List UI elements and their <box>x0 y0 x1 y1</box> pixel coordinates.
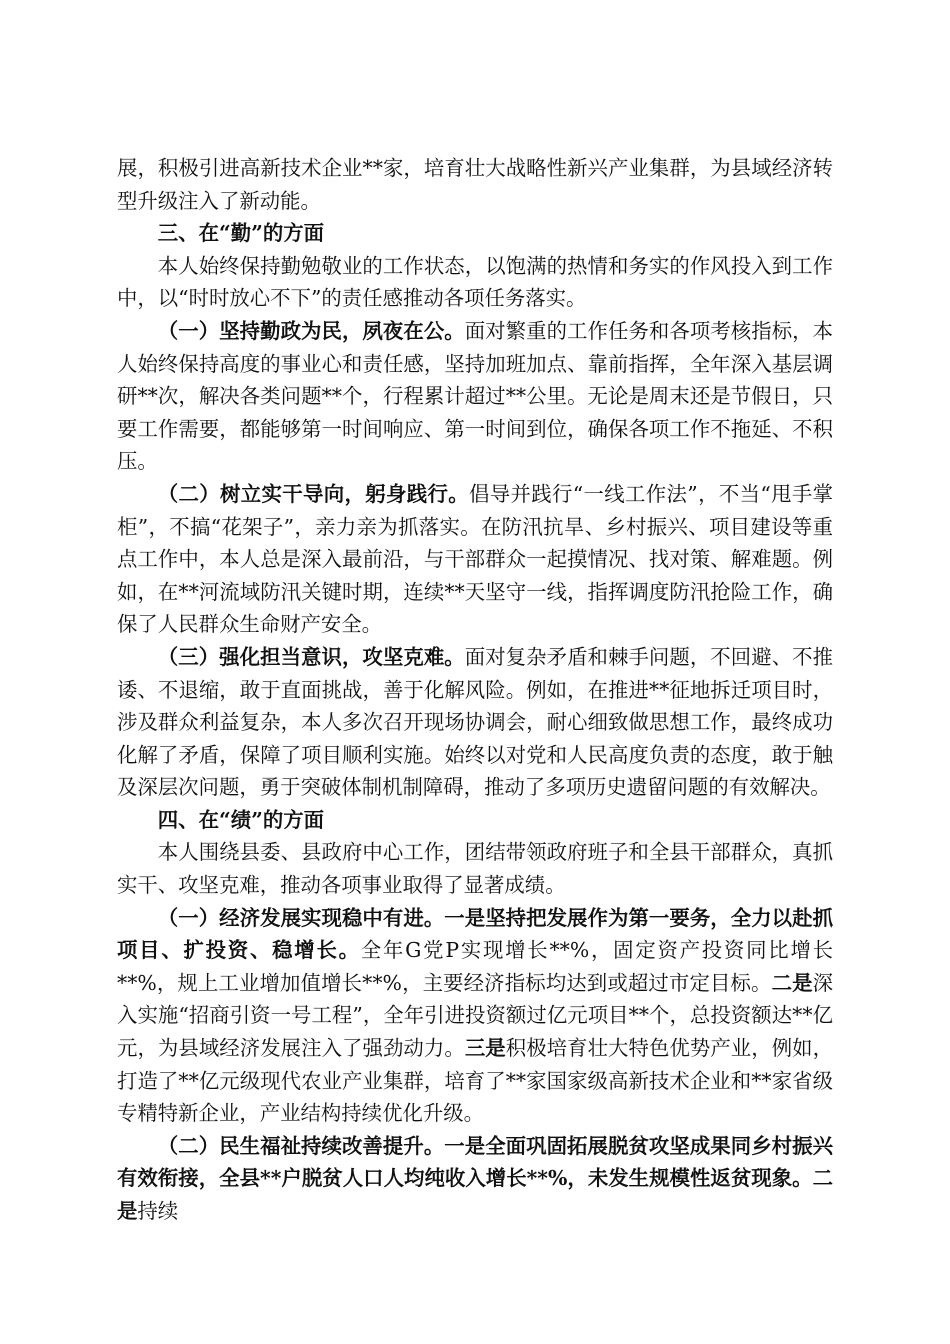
point-1-text: 全年G党P实现增长**%，固定资产投资同比增长**%，规上工业增加值增长**%，主要经济指标均达到或超过市定目标。 <box>117 938 833 995</box>
point-1-bold: 一是全面巩固拓展脱贫攻坚成果同乡村振兴有效衔接，全县**户脱贫人口人均纯收入增长**%，未发生规模性返贫现象。 <box>117 1133 834 1191</box>
point-1-bold: 一是坚持把发展作为第一要务，全力以赴抓项目、扩投资、稳增长。 <box>117 905 834 963</box>
item-body: 倡导并践行“一线工作法”，不当“甩手掌柜”，不搞“花架子”，亲力亲为抓落实。在防汛抗旱、乡村振兴、项目建设等重点工作中，本人总是深入最前沿，与干部群众一起摸情况、找对策、解难题。例如，在**河流域防汛关键时期，连续**天坚守一线，指挥调度防汛抢险工作，确保了人民群众生命财产安全。 <box>117 481 833 637</box>
item-title: （二）民生福祉持续改善提升。 <box>157 1133 445 1158</box>
document-page <box>117 152 833 1228</box>
item-title: （一）经济发展实现稳中有进。 <box>157 905 445 930</box>
point-2-text: 深入实施“招商引资一号工程”，全年引进投资额过亿元项目**个，总投资额达**亿元，为县域经济发展注入了强劲动力。 <box>117 970 834 1061</box>
point-3-bold: 三是 <box>464 1036 506 1061</box>
section-intro-diligence: 本人始终保持勤勉敬业的工作状态，以饱满的热情和务实的作风投入到工作中，以“时时放心不下”的责任感推动各项任务落实。 <box>117 253 833 311</box>
point-2-bold: 二是 <box>771 970 813 995</box>
paragraph-livelihood <box>117 1130 833 1228</box>
section-intro-achievements: 本人围绕县委、县政府中心工作，团结带领政府班子和全县干部群众，真抓实干、攻坚克难，推动各项事业取得了显著成绩。 <box>117 840 833 898</box>
item-body: 面对繁重的工作任务和各项考核指标，本人始终保持高度的事业心和责任感，坚持加班加点、靠前指挥，全年深入基层调研**次，解决各类问题**个，行程累计超过**公里。无论是周末还是节假日，只要工作需要，都能够第一时间响应、第一时间到位，确保各项工作不拖延、不积压。 <box>117 318 834 474</box>
point-2-text: 持续 <box>137 1199 179 1223</box>
item-title: （二）树立实干导向，躬身践行。 <box>157 481 470 506</box>
item-title: （三）强化担当意识，攻坚克难。 <box>157 644 465 669</box>
point-3-text: 积极培育壮大特色优势产业，例如，打造了**亿元级现代农业产业集群，培育了**家国家级高新技术企业和**家省级专精特新企业，产业结构持续优化升级。 <box>117 1036 834 1126</box>
point-2-bold: 二是 <box>117 1166 833 1223</box>
paragraph-item-2 <box>117 478 833 641</box>
section-heading-achievements: 四、在“绩”的方面 <box>157 807 324 832</box>
paragraph-item-3 <box>117 641 833 804</box>
section-heading-diligence: 三、在“勤”的方面 <box>157 221 324 246</box>
paragraph-item-1 <box>117 315 833 478</box>
item-title: （一）坚持勤政为民，夙夜在公。 <box>157 318 465 343</box>
paragraph-economy <box>117 902 833 1130</box>
paragraph-continuation: 展，积极引进高新技术企业**家，培育壮大战略性新兴产业集群，为县域经济转型升级注入了新动能。 <box>117 156 833 213</box>
item-body: 面对复杂矛盾和棘手问题，不回避、不推诿、不退缩，敢于直面挑战，善于化解风险。例如，在推进**征地拆迁项目时，涉及群众利益复杂，本人多次召开现场协调会，耐心细致做思想工作，最终成功化解了矛盾，保障了项目顺利实施。始终以对党和人民高度负责的态度，敢于触及深层次问题，勇于突破体制机制障碍，推动了多项历史遗留问题的有效解决。 <box>117 644 834 800</box>
